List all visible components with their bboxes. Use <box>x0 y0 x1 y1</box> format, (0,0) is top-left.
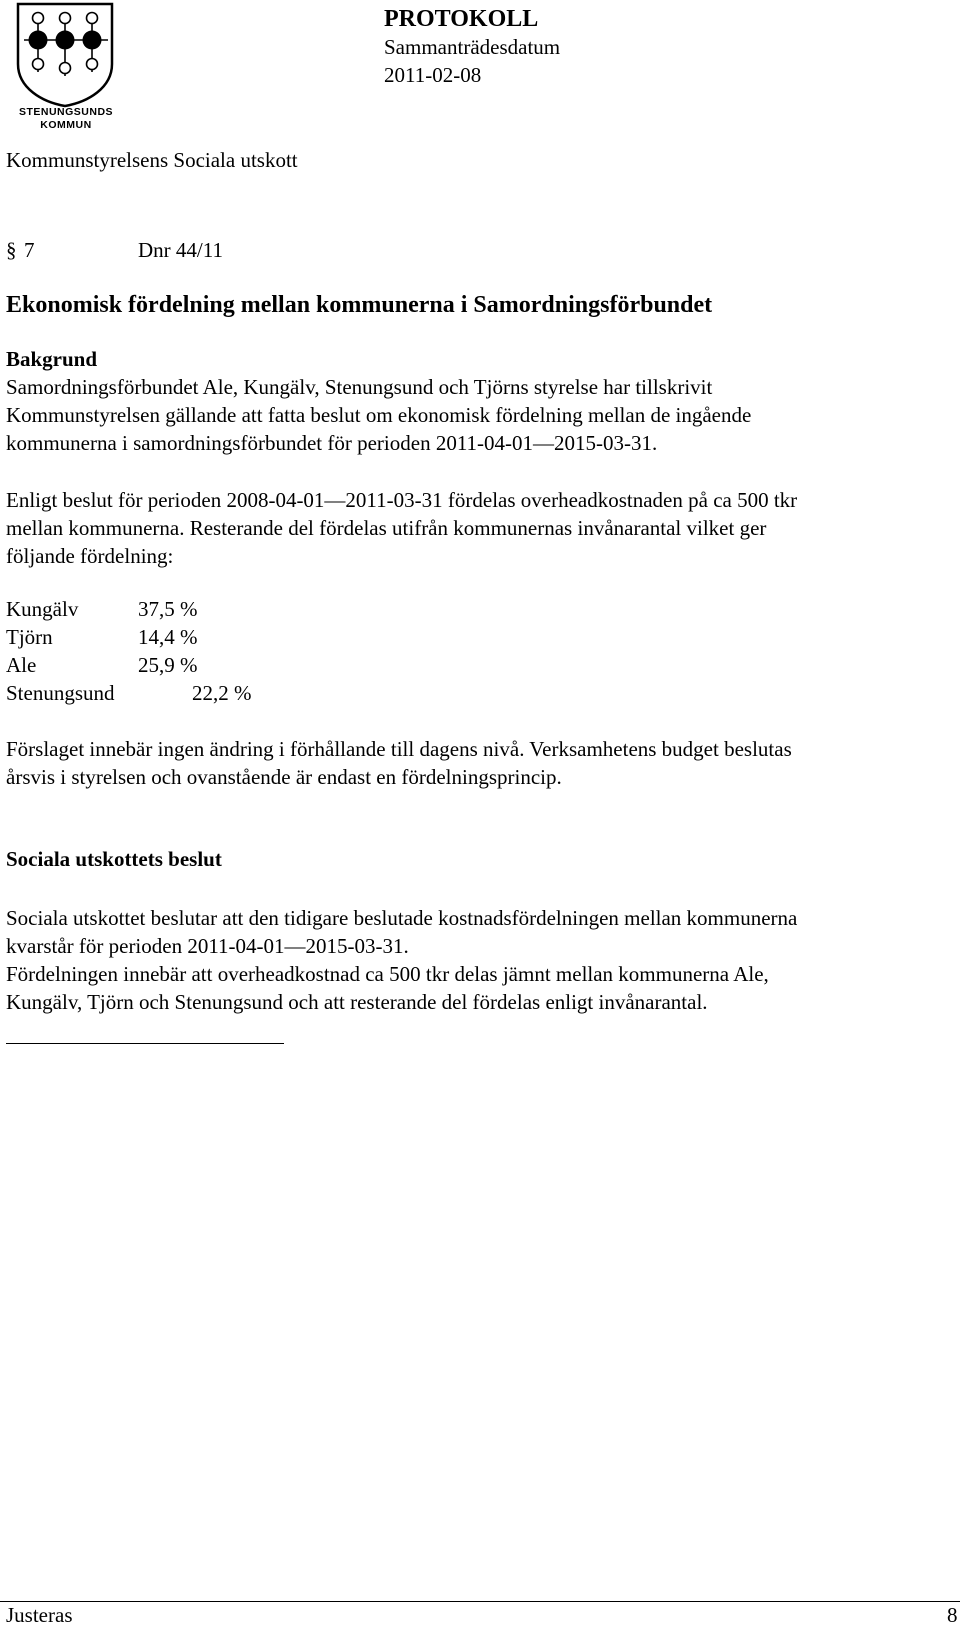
page-number: 8 <box>947 1603 958 1627</box>
list-item <box>6 651 306 679</box>
paragraph-proposal <box>6 735 956 791</box>
share-value: 37,5 % <box>138 597 198 621</box>
logo-text-line2: KOMMUN <box>40 119 92 131</box>
municipality-name: Ale <box>6 653 37 677</box>
municipality-name: Tjörn <box>6 625 53 649</box>
share-value: 22,2 % <box>192 681 252 705</box>
diary-number: Dnr 44/11 <box>138 238 223 262</box>
list-item <box>6 679 306 707</box>
meeting-date: 2011-02-08 <box>384 63 482 87</box>
paragraph-line: Enligt beslut för perioden 2008-04-01—2011-03-31 fördelas overheadkostnaden på ca 500 tkr <box>6 488 798 512</box>
paragraph-line: Förslaget innebär ingen ändring i förhållande till dagens nivå. Verksamhetens budget beslutas <box>6 737 792 761</box>
background-heading: Bakgrund <box>6 347 98 371</box>
share-value: 14,4 % <box>138 625 198 649</box>
decision-heading: Sociala utskottets beslut <box>6 847 222 871</box>
decision-line: Sociala utskottet beslutar att den tidigare beslutade kostnadsfördelningen mellan kommunerna <box>6 906 798 930</box>
page-footer <box>6 1601 960 1629</box>
decision-line: kvarstår för perioden 2011-04-01—2015-03-31. <box>6 934 409 958</box>
signature-divider <box>6 1043 284 1044</box>
list-item <box>6 623 306 651</box>
decision-line: Fördelningen innebär att overheadkostnad ca 500 tkr delas jämnt mellan kommunerna Ale, <box>6 962 769 986</box>
section-header <box>6 236 406 264</box>
distribution-list <box>6 595 306 707</box>
logo-text-line1: STENUNGSUNDS <box>18 106 114 118</box>
section-symbol: § <box>6 238 17 262</box>
background-line: kommunerna i samordningsförbundet för perioden 2011-04-01—2015-03-31. <box>6 431 658 455</box>
paragraph-previous-decision <box>6 486 956 570</box>
municipality-name: Stenungsund <box>6 681 115 705</box>
background-line: Samordningsförbundet Ale, Kungälv, Stenungsund och Tjörns styrelse har tillskrivit <box>6 375 713 399</box>
municipality-logo <box>14 2 118 138</box>
meeting-date-label: Sammanträdesdatum <box>384 35 561 59</box>
document-type: PROTOKOLL <box>384 6 539 32</box>
list-item <box>6 595 306 623</box>
decision-line: Kungälv, Tjörn och Stenungsund och att resterande del fördelas enligt invånarantal. <box>6 990 708 1014</box>
attestation-label: Justeras <box>6 1603 73 1627</box>
page-title: Ekonomisk fördelning mellan kommunerna i Samordningsförbundet <box>6 292 713 318</box>
paragraph-line: årsvis i styrelsen och ovanstående är endast en fördelningsprincip. <box>6 765 562 789</box>
paragraph-line: följande fördelning: <box>6 544 174 568</box>
background-line: Kommunstyrelsen gällande att fatta beslut om ekonomisk fördelning mellan de ingående <box>6 403 752 427</box>
municipality-name: Kungälv <box>6 597 79 621</box>
section-number: 7 <box>24 238 35 262</box>
coat-of-arms-icon <box>14 2 118 108</box>
decision-text <box>6 904 960 1016</box>
background-section <box>6 345 946 457</box>
paragraph-line: mellan kommunerna. Resterande del fördelas utifrån kommunernas invånarantal vilket ger <box>6 516 767 540</box>
share-value: 25,9 % <box>138 653 198 677</box>
committee-name: Kommunstyrelsens Sociala utskott <box>6 148 298 172</box>
